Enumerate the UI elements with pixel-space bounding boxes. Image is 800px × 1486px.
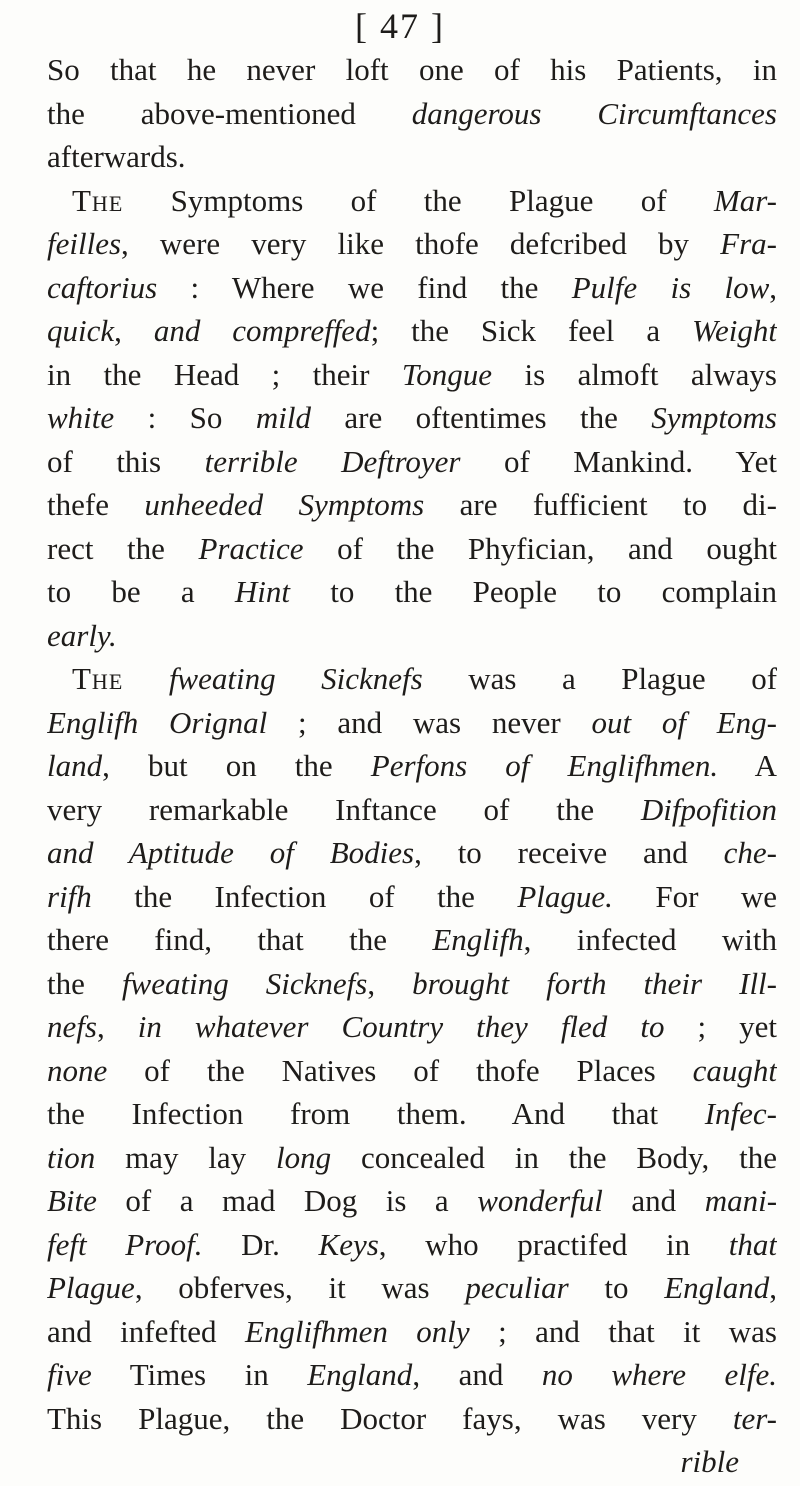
italic-text: Tongue (401, 356, 493, 392)
text-line (47, 875, 777, 919)
text-segment: Times in (91, 1357, 308, 1392)
text-segment: of the Natives of thofe Places (107, 1052, 693, 1088)
text-segment: and (602, 1183, 705, 1218)
text-line (47, 222, 777, 266)
italic-text: out of Eng- (591, 704, 777, 740)
text-line (47, 1310, 777, 1354)
text-segment: , (367, 965, 413, 1001)
text-line (47, 309, 777, 353)
text-segment: A (718, 748, 777, 783)
text-line (47, 788, 777, 832)
italic-text: Bite (47, 1183, 97, 1218)
text-line (47, 657, 777, 701)
text-segment: of the Phyfician, and ought (303, 530, 777, 566)
text-segment: So that he never loft one of his Patients, in (47, 52, 777, 87)
italic-text: che- (723, 835, 777, 870)
text-line (47, 1179, 777, 1223)
text-line (47, 1223, 777, 1267)
italic-text: feilles (47, 226, 122, 261)
text-segment: ; and that it was (469, 1313, 777, 1349)
italic-text: caftorius (47, 269, 158, 305)
text-line (47, 1136, 777, 1180)
text-line (47, 527, 777, 571)
text-segment: are fufficient to di- (424, 487, 777, 522)
text-line (47, 918, 777, 962)
text-line (47, 1353, 777, 1397)
italic-text: no where elfe. (541, 1357, 777, 1392)
text-segment: , to receive and (414, 835, 724, 870)
italic-text: that (728, 1226, 777, 1262)
text-segment: concealed in the Body, the (331, 1139, 777, 1175)
text-line (47, 744, 777, 788)
text-line (47, 92, 777, 136)
text-segment: of a mad Dog is a (96, 1183, 478, 1218)
text-segment: , obferves, it was (134, 1270, 466, 1305)
text-segment: was a Plague of (422, 661, 777, 696)
text-segment: in the Head ; their (47, 356, 402, 392)
text-segment: afterwards. (47, 139, 186, 174)
text-segment: , (114, 313, 154, 348)
italic-text: Infec- (704, 1096, 777, 1131)
italic-text: mani- (704, 1183, 777, 1218)
text-line (47, 614, 777, 658)
italic-text: long (276, 1139, 332, 1175)
text-segment: is almoft always (492, 356, 777, 392)
italic-text: Hint (234, 574, 290, 609)
italic-text: dangerous Circumftances (411, 95, 777, 131)
italic-text: early. (47, 617, 117, 653)
text-segment: ; the Sick feel a (370, 313, 693, 348)
text-line (47, 962, 777, 1006)
text-line (47, 570, 777, 614)
italic-text: caught (692, 1052, 777, 1088)
italic-text: Plague (47, 1270, 135, 1305)
text-line (47, 1049, 777, 1093)
italic-text: brought forth their Ill- (412, 965, 777, 1001)
italic-text: ter- (732, 1400, 777, 1436)
italic-text: quick (47, 313, 115, 348)
text-segment: : So (114, 400, 256, 435)
text-segment: to (568, 1270, 665, 1305)
text-line (47, 483, 777, 527)
text-line (47, 701, 777, 745)
text-segment (123, 661, 169, 696)
text-line (47, 1005, 777, 1049)
italic-text: rifh (47, 878, 92, 914)
italic-text: Pulfe is low (571, 269, 770, 305)
text-line (47, 179, 777, 223)
text-segment: the Infection from them. And that (47, 1096, 705, 1131)
text-segment: the above-mentioned (47, 95, 412, 131)
text-segment: of this (47, 443, 205, 479)
text-segment: , (769, 1270, 777, 1305)
text-segment: are oftentimes the (310, 400, 652, 435)
page-number: [ 47 ] (355, 6, 445, 46)
italic-text: Difpofition (640, 791, 777, 827)
small-caps-text: The (72, 182, 124, 218)
text-line (47, 135, 777, 179)
italic-text: wonderful (477, 1183, 603, 1218)
italic-text: feft Proof. (47, 1226, 203, 1262)
italic-text: and Aptitude of Bodies (47, 835, 415, 870)
text-line (47, 1397, 777, 1441)
text-segment: , (96, 1009, 138, 1044)
text-line (47, 396, 777, 440)
text-line (47, 1092, 777, 1136)
italic-text: land (47, 748, 103, 783)
italic-text: unheeded Symptoms (144, 487, 425, 522)
text-segment: ; and was never (267, 704, 592, 740)
text-line (47, 266, 777, 310)
text-segment: : Where we find the (157, 269, 572, 305)
text-segment: , and (412, 1357, 542, 1392)
body-text (47, 48, 777, 1484)
text-segment: , (769, 269, 777, 305)
text-segment: the (47, 965, 122, 1001)
italic-text: Englifh (432, 922, 524, 957)
text-line (47, 831, 777, 875)
text-line (47, 440, 777, 484)
text-segment: This Plague, the Doctor fays, was very (47, 1400, 733, 1436)
italic-text: Englifh Orignal (47, 704, 268, 740)
italic-text: Plague. (517, 878, 613, 914)
text-segment: the Infection of the (91, 878, 518, 914)
text-segment: rect the (47, 530, 199, 566)
text-segment: , were very like thofe defcribed by (121, 226, 721, 261)
text-line (47, 48, 777, 92)
italic-text: Fra- (720, 226, 777, 261)
italic-text: fweating Sicknefs (168, 661, 423, 696)
italic-text: England (664, 1270, 770, 1305)
text-segment: thefe (47, 487, 145, 522)
text-segment: to the People to complain (289, 574, 777, 609)
text-segment: very remarkable Inftance of the (47, 791, 641, 827)
text-segment: For we (612, 878, 777, 914)
text-line (47, 353, 777, 397)
text-segment: Symptoms of the Plague of (123, 182, 714, 218)
italic-text: white (47, 400, 115, 435)
text-segment: Dr. (202, 1226, 319, 1262)
catchword: rible (680, 1444, 739, 1479)
italic-text: Englifhmen only (244, 1313, 470, 1349)
italic-text: nefs (47, 1009, 97, 1044)
text-segment: , infected with (523, 922, 777, 957)
italic-text: tion (47, 1139, 96, 1175)
italic-text: Symptoms (651, 400, 777, 435)
italic-text: fweating Sicknefs (121, 965, 368, 1001)
text-segment: may lay (95, 1139, 276, 1175)
italic-text: Practice (198, 530, 304, 566)
italic-text: Keys (318, 1226, 379, 1262)
italic-text: and compreffed (153, 313, 371, 348)
text-line (47, 1266, 777, 1310)
text-segment: there find, that the (47, 922, 433, 957)
italic-text: terrible Deftroyer (204, 443, 461, 479)
italic-text: Weight (692, 313, 777, 348)
text-segment: and infefted (47, 1313, 245, 1349)
text-segment: , but on the (102, 748, 371, 783)
text-segment: , who practifed in (378, 1226, 729, 1262)
italic-text: Mar- (713, 182, 777, 218)
italic-text: Perfons of Englifhmen. (370, 748, 719, 783)
italic-text: five (47, 1357, 92, 1392)
small-caps-text: The (72, 661, 124, 696)
italic-text: peculiar (465, 1270, 569, 1305)
text-segment: to be a (47, 574, 235, 609)
italic-text: England (307, 1357, 413, 1392)
italic-text: mild (255, 400, 311, 435)
text-segment: of Mankind. Yet (460, 443, 777, 479)
italic-text: in whatever Country they fled to (137, 1009, 665, 1044)
text-segment: ; yet (664, 1009, 777, 1044)
italic-text: none (47, 1052, 108, 1088)
